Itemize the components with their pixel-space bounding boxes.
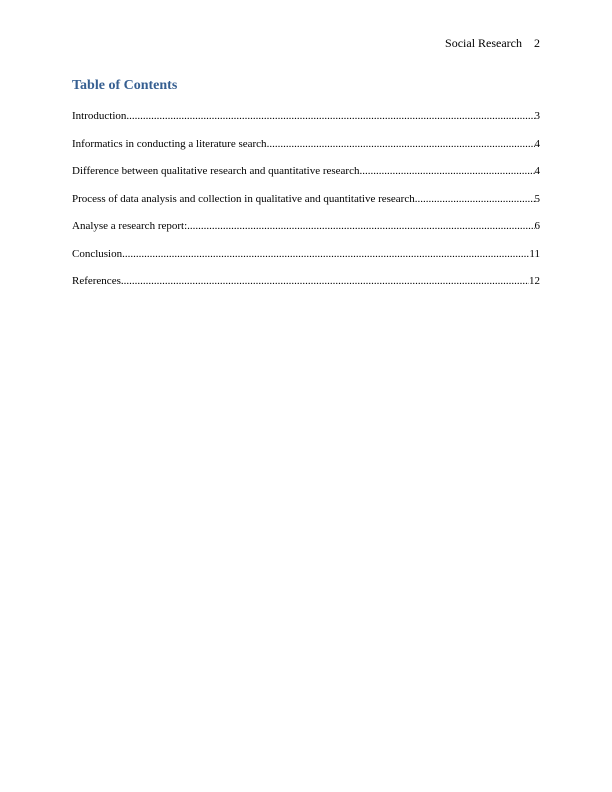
toc-entry-page: 6 <box>534 220 540 232</box>
toc-entry[interactable] <box>72 109 540 137</box>
toc-entry[interactable] <box>72 219 540 247</box>
toc-entry-page: 5 <box>534 192 540 205</box>
toc-entry[interactable] <box>72 164 540 192</box>
toc-entry-page: 12 <box>529 275 540 287</box>
toc-entry-title[interactable]: Conclusion <box>72 247 123 260</box>
toc-entry-page: 4 <box>534 137 540 150</box>
toc-entry-page: 11 <box>529 247 540 260</box>
dot-leader <box>415 192 535 206</box>
toc-entry-title[interactable]: Difference between qualitative research and quantitative research <box>72 165 360 177</box>
toc-entry[interactable] <box>72 274 540 302</box>
toc-entry[interactable] <box>72 137 540 165</box>
dot-leader <box>267 137 535 151</box>
page-number: 2 <box>534 36 540 50</box>
toc-entry-page: 3 <box>534 110 540 122</box>
toc-entry-title[interactable]: Analyse a research report: <box>72 220 188 232</box>
running-title: Social Research <box>445 36 522 50</box>
running-header <box>445 36 540 50</box>
dot-leader <box>359 164 534 178</box>
dot-leader <box>126 109 534 123</box>
dot-leader <box>187 219 534 233</box>
toc-entry-title[interactable]: Informatics in conducting a literature search <box>72 137 267 150</box>
dot-leader <box>122 247 529 261</box>
toc-list <box>72 109 540 302</box>
toc-entry[interactable] <box>72 247 540 275</box>
toc-entry[interactable] <box>72 192 540 220</box>
toc-heading: Table of Contents <box>72 78 178 93</box>
toc-entry-title[interactable]: Introduction <box>72 110 127 122</box>
toc-entry-title[interactable]: Process of data analysis and collection in qualitative and quantitative research <box>72 192 415 205</box>
dot-leader <box>121 274 529 288</box>
toc-entry-page: 4 <box>534 165 540 177</box>
toc-entry-title[interactable]: References <box>72 275 121 287</box>
